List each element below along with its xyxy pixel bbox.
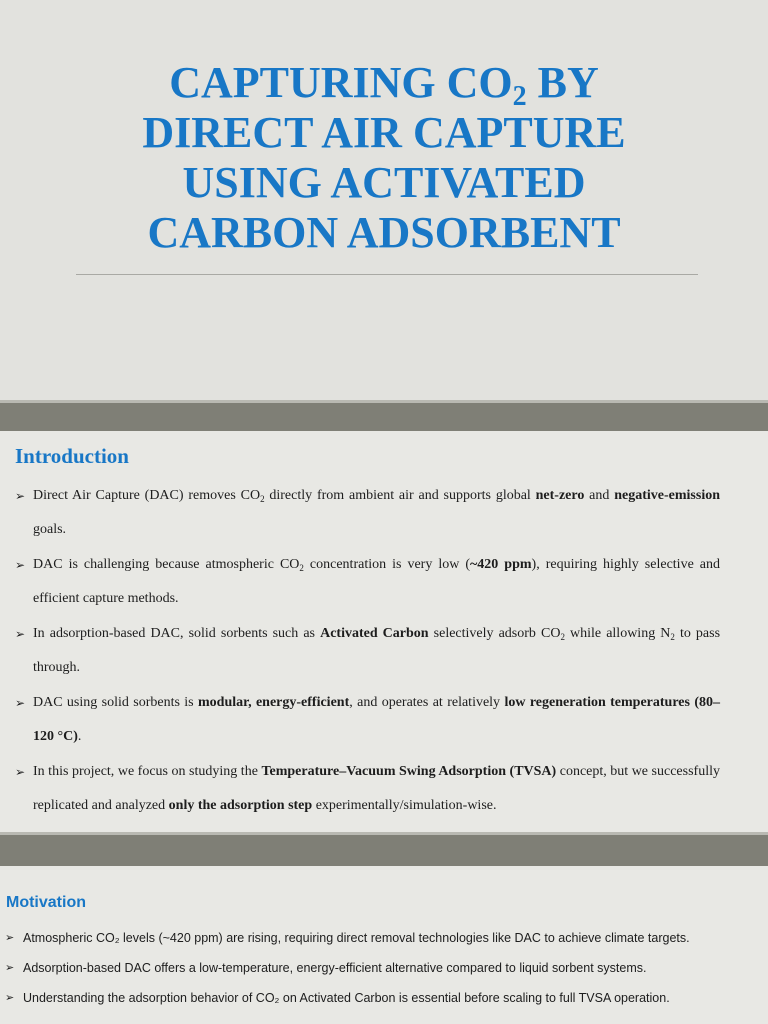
slide-separator	[0, 400, 768, 431]
arrow-bullet-icon: ➢	[5, 961, 15, 974]
motivation-slide	[0, 866, 768, 1024]
arrow-bullet-icon: ➢	[15, 627, 26, 641]
list-item: ➢ DAC using solid sorbents is modular, energy-efficient, and operates at relatively low regeneration temperatures (80–120 °C).	[33, 686, 720, 754]
arrow-bullet-icon: ➢	[5, 931, 15, 944]
list-item: ➢ Understanding the adsorption behavior of CO₂ on Activated Carbon is essential before scaling to full TVSA operation.	[23, 988, 763, 1008]
arrow-bullet-icon: ➢	[15, 489, 26, 503]
arrow-bullet-icon: ➢	[15, 696, 26, 710]
title-line-3: USING ACTIVATED	[182, 158, 586, 207]
title-line-4: CARBON ADSORBENT	[147, 208, 621, 257]
list-item: ➢ In adsorption-based DAC, solid sorbents such as Activated Carbon selectively adsorb $CO_2$ while allowing $N_2$ to pass through.	[33, 617, 720, 685]
list-item: ➢ Direct Air Capture (DAC) removes $CO_2$ directly from ambient air and supports global net-zero and negative-emission goals.	[33, 479, 720, 547]
list-item: ➢ DAC is challenging because atmospheric $CO_2$ concentration is very low (~420 ppm), requiring highly selective and efficient capture methods.	[33, 548, 720, 616]
introduction-slide	[0, 431, 768, 832]
list-item: ➢ In this project, we focus on studying the Temperature–Vacuum Swing Adsorption (TVSA) concept, but we successfully replicated and analyzed only the adsorption step experimentally/simulation-wise.	[33, 755, 720, 823]
title-line-1: CAPTURING $CO_2$ BY	[169, 58, 599, 112]
arrow-bullet-icon: ➢	[15, 558, 26, 572]
slide-title	[0, 58, 768, 258]
introduction-heading: Introduction	[15, 444, 129, 468]
arrow-bullet-icon: ➢	[15, 765, 26, 779]
title-divider	[76, 274, 698, 275]
arrow-bullet-icon: ➢	[5, 991, 15, 1004]
motivation-heading: Motivation	[6, 894, 86, 911]
title-line-2: DIRECT AIR CAPTURE	[142, 108, 626, 157]
list-item: ➢ Adsorption-based DAC offers a low-temperature, energy-efficient alternative compared to liquid sorbent systems.	[23, 958, 763, 978]
title-slide	[0, 0, 768, 400]
slide-separator	[0, 832, 768, 866]
list-item: ➢ Atmospheric CO₂ levels (~420 ppm) are rising, requiring direct removal technologies like DAC to achieve climate targets.	[23, 928, 763, 948]
